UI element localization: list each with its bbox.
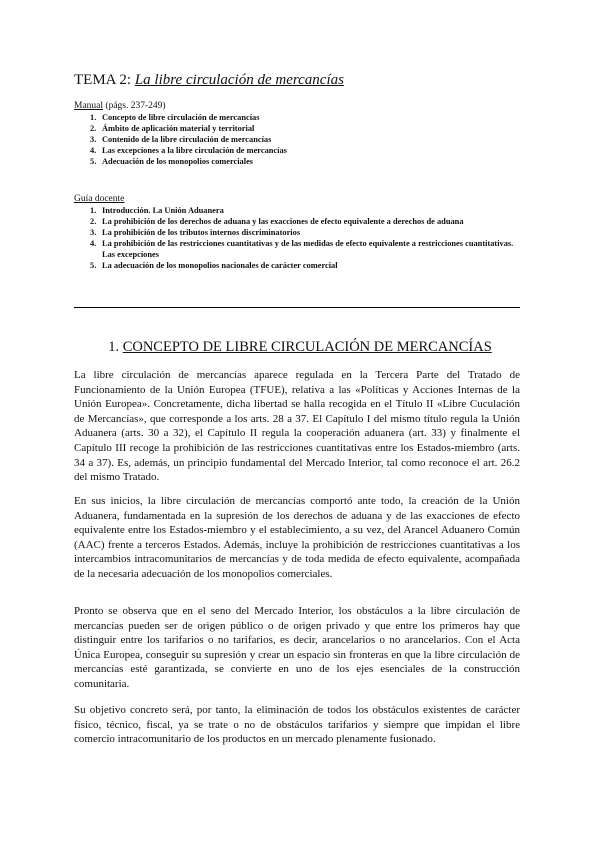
- section-heading: [0, 339, 600, 356]
- manual-label: Manual: [74, 101, 104, 111]
- paragraph: Su objetivo concreto será, por tanto, la eliminación de todos los obstáculos existentes de carácter físico, técnico, fiscal, ya se trate o no de obstáculos tarifarios y siempre que impidan el libre comercio intracomunitario de los productos en un mercado plenamente fusionado.: [74, 704, 520, 746]
- tema-subject: La libre circulación de mercancías: [134, 72, 344, 88]
- list-item: 3. Contenido de la libre circulación de mercancías: [90, 135, 272, 144]
- manual-heading: [74, 101, 166, 111]
- list-item: 5. Adecuación de los monopolios comerciales: [90, 157, 254, 166]
- section-title: CONCEPTO DE LIBRE CIRCULACIÓN DE MERCANCÍAS: [122, 339, 492, 355]
- list-item: 3. La prohibición de los tributos internos discriminatorios: [90, 228, 301, 237]
- section-number: 1.: [108, 339, 123, 355]
- manual-toc: [74, 112, 514, 167]
- guia-label: Guía docente: [74, 194, 125, 204]
- list-item: 2. Ámbito de aplicación material y territorial: [90, 124, 255, 133]
- list-item: 2. La prohibición de los derechos de aduana y las exacciones de efecto equivalente a derechos de aduana: [90, 217, 464, 226]
- horizontal-divider: [74, 307, 520, 308]
- list-item: 1. Concepto de libre circulación de mercancías: [90, 113, 260, 122]
- guia-heading: [74, 194, 124, 204]
- page-title: [74, 72, 344, 89]
- list-item: 5. La adecuación de los monopolios nacionales de carácter comercial: [90, 261, 338, 270]
- list-item: 4. Las excepciones a la libre circulación de mercancías: [90, 146, 287, 155]
- list-item: 1. Introducción. La Unión Aduanera: [90, 206, 224, 215]
- guia-toc: [74, 205, 514, 271]
- paragraph: Pronto se observa que en el seno del Mercado Interior, los obstáculos a la libre circulación de mercancías pueden ser de origen público o de origen privado y que entre los primeros hay que distinguir entre los tarifarios o no tarifarios, es decir, arancelarios o no arancelarios. Con el Acta Única Europea, conseguir su supresión y crear un espacio sin fronteras en que la libre circulación de mercancías esté garantizada, se convierte en uno de los ejes esenciales de la construcción comunitaria.: [74, 605, 520, 690]
- paragraph: La libre circulación de mercancías aparece regulada en la Tercera Parte del Tratado de Funcionamiento de la Unión Europea (TFUE), relativa a las «Políticas y Acciones Internas de la Unión Europea». Concretamente, dicha libertad se halla recogida en el Título II «Libre Cuculación de Mercancías», que corresponde a los arts. 28 a 37. El Capítulo I del mismo título regula la Unión Aduanera (arts. 30 a 32), el Capítulo II regula la cooperación aduanera (art. 33) y finalmente el Capítulo III recoge la prohibición de las restricciones cuantitativas entre los Estados-miembro (arts. 34 a 37). Es, además, un principio fundamental del Mercado Interior, tal como reconoce el art. 26.2 del mismo Tratado.: [74, 369, 520, 484]
- manual-pages: (págs. 237-249): [103, 101, 166, 111]
- tema-label: TEMA 2:: [74, 72, 132, 88]
- list-item: 4. La prohibición de las restricciones cuantitativas y de las medidas de efecto equivalente a restricciones cuantitativas. Las excepciones: [90, 239, 514, 259]
- paragraph: En sus inicios, la libre circulación de mercancías comportó ante todo, la creación de la Unión Aduanera, fundamentada en la supresión de los derechos de aduana y de las exacciones de efecto equivalente entre los Estados-miembro y el establecimiento, a su vez, del Arancel Aduanero Común (AAC) frente a terceros Estados. Además, incluye la prohibición de restricciones cuantitativas a los intercambios intracomunitarios de mercancías y de toda medida de efecto equivalente, acompañada de la necesaria adecuación de los monopolios comerciales.: [74, 495, 520, 580]
